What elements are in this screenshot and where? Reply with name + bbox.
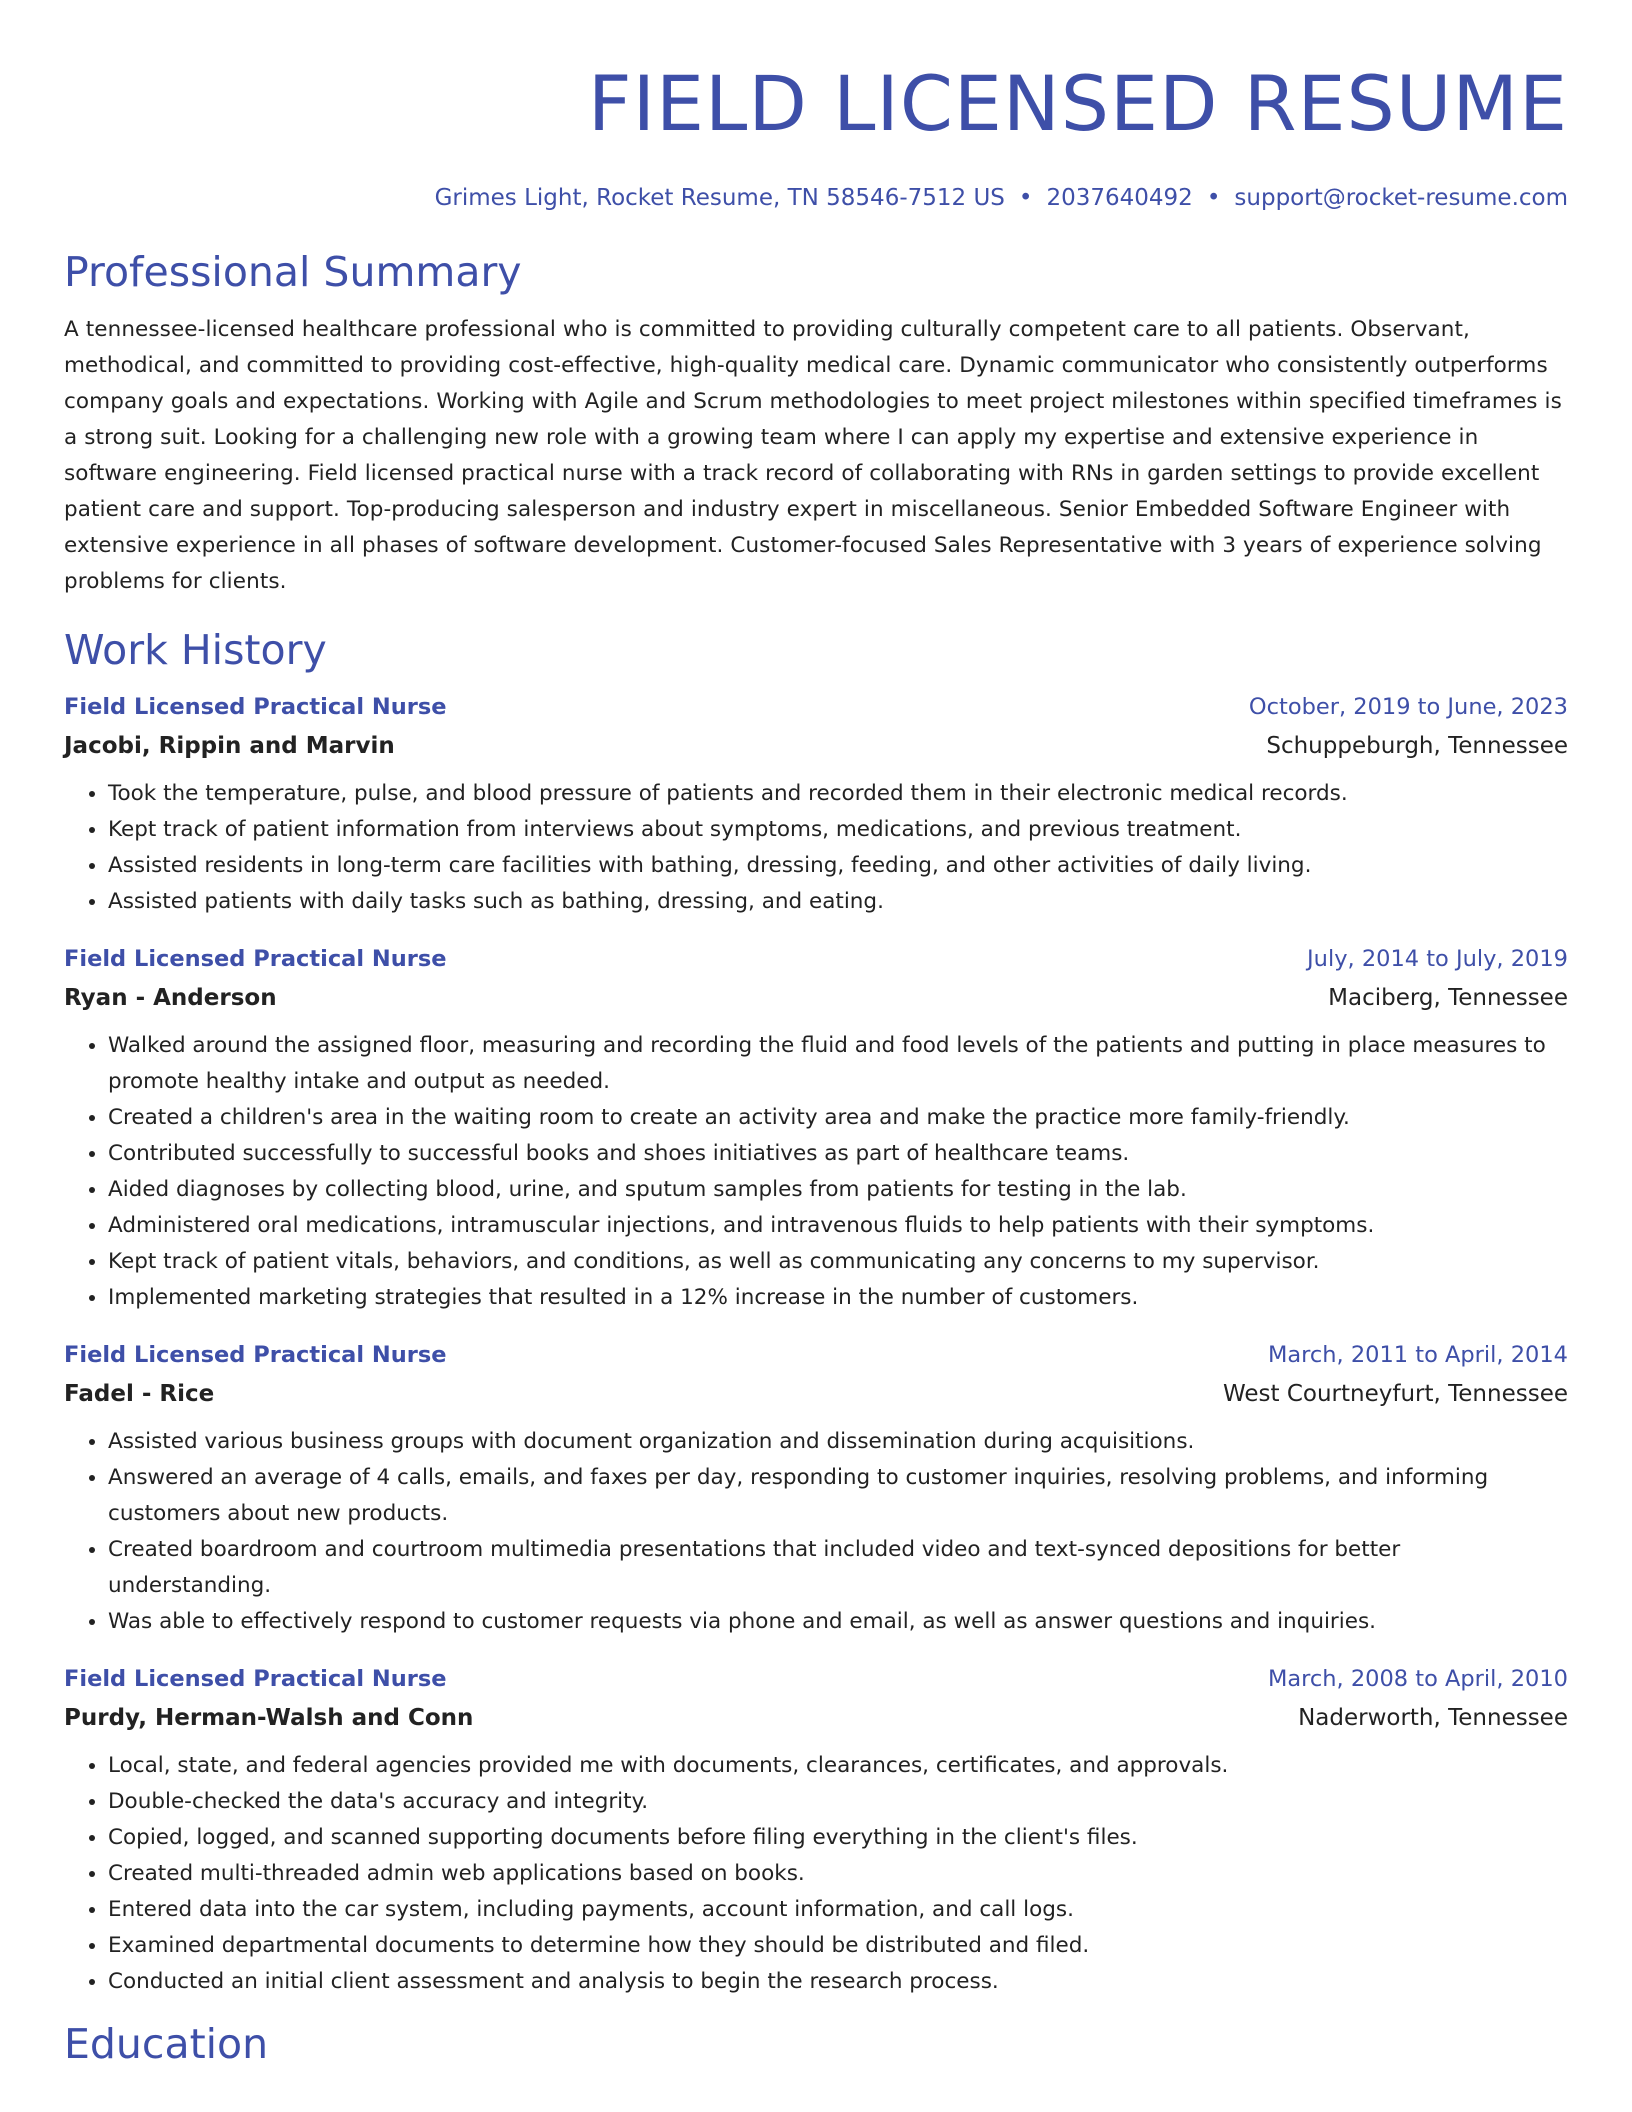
- job-bullet-list: [64, 1424, 1568, 1640]
- job-bullet: • Created multi-threaded admin web applications based on books.: [108, 1856, 1568, 1892]
- job-company: Fadel - Rice: [64, 1381, 215, 1407]
- job-bullet: • Administered oral medications, intramuscular injections, and intravenous fluids to help patients with their symptoms.: [108, 1208, 1568, 1244]
- job-title: Field Licensed Practical Nurse: [64, 946, 447, 972]
- job-bullet: • Kept track of patient vitals, behaviors, and conditions, as well as communicating any concerns to my supervisor.: [108, 1244, 1568, 1280]
- job-bullet: • Was able to effectively respond to customer requests via phone and email, as well as answer questions and inquiries.: [108, 1604, 1568, 1640]
- job-title: Field Licensed Practical Nurse: [64, 694, 447, 720]
- job-company-row: [64, 726, 1568, 766]
- job-company: Purdy, Herman-Walsh and Conn: [64, 1705, 474, 1731]
- job-title: Field Licensed Practical Nurse: [64, 1666, 447, 1692]
- job-location: Maciberg, Tennessee: [1328, 985, 1568, 1011]
- contact-email[interactable]: support@rocket-resume.com: [1234, 185, 1568, 211]
- work-history-heading: Work History: [64, 626, 327, 674]
- job-bullet: • Assisted patients with daily tasks such as bathing, dressing, and eating.: [108, 884, 1568, 920]
- education-heading: Education: [64, 2020, 269, 2068]
- job-dates: March, 2008 to April, 2010: [1267, 1666, 1568, 1692]
- job-bullet: • Entered data into the car system, including payments, account information, and call logs.: [108, 1892, 1568, 1928]
- job-bullet: • Assisted various business groups with document organization and dissemination during acquisitions.: [108, 1424, 1568, 1460]
- job-bullet: • Double-checked the data's accuracy and integrity.: [108, 1784, 1568, 1820]
- job-bullet: • Assisted residents in long-term care facilities with bathing, dressing, feeding, and other activities of daily living.: [108, 848, 1568, 884]
- job-bullet: • Walked around the assigned floor, measuring and recording the fluid and food levels of the patients and putting in place measures to promote healthy intake and output as needed.: [108, 1028, 1568, 1100]
- job-bullet: • Aided diagnoses by collecting blood, urine, and sputum samples from patients for testing in the lab.: [108, 1172, 1568, 1208]
- resume-page: [64, 0, 1568, 2070]
- work-history-list: [64, 688, 1568, 2000]
- job-bullet-list: [64, 776, 1568, 920]
- job-bullet-list: [64, 1028, 1568, 1316]
- job-bullet-list: [64, 1748, 1568, 2000]
- job-title: Field Licensed Practical Nurse: [64, 1342, 447, 1368]
- job-company: Ryan - Anderson: [64, 985, 277, 1011]
- job-company-row: [64, 978, 1568, 1018]
- job-bullet: • Answered an average of 4 calls, emails, and faxes per day, responding to customer inquiries, resolving problems, and informing customers about new products.: [108, 1460, 1568, 1532]
- job-entry: [64, 1660, 1568, 2000]
- job-bullet: • Copied, logged, and scanned supporting documents before filing everything in the client's files.: [108, 1820, 1568, 1856]
- job-location: Naderworth, Tennessee: [1298, 1705, 1568, 1731]
- job-bullet: • Created boardroom and courtroom multimedia presentations that included video and text-synced depositions for better understanding.: [108, 1532, 1568, 1604]
- job-bullet: • Created a children's area in the waiting room to create an activity area and make the practice more family-friendly.: [108, 1100, 1568, 1136]
- contact-separator: •: [1018, 185, 1033, 211]
- contact-phone[interactable]: 2037640492: [1046, 185, 1193, 211]
- job-entry: [64, 1336, 1568, 1640]
- job-dates: March, 2011 to April, 2014: [1267, 1342, 1568, 1368]
- job-bullet: • Implemented marketing strategies that resulted in a 12% increase in the number of customers.: [108, 1280, 1568, 1316]
- job-bullet: • Took the temperature, pulse, and blood pressure of patients and recorded them in their electronic medical records.: [108, 776, 1568, 812]
- job-dates: October, 2019 to June, 2023: [1248, 694, 1568, 720]
- job-header-row: [64, 940, 1568, 978]
- contact-line: [64, 182, 1568, 214]
- job-location: West Courtneyfurt, Tennessee: [1222, 1381, 1568, 1407]
- job-entry: [64, 688, 1568, 920]
- contact-address: Grimes Light, Rocket Resume, TN 58546-7512 US: [434, 185, 1005, 211]
- job-bullet: • Local, state, and federal agencies provided me with documents, clearances, certificates, and approvals.: [108, 1748, 1568, 1784]
- job-bullet: • Examined departmental documents to determine how they should be distributed and filed.: [108, 1928, 1568, 1964]
- job-company-row: [64, 1374, 1568, 1414]
- job-header-row: [64, 1660, 1568, 1698]
- job-company: Jacobi, Rippin and Marvin: [64, 733, 395, 759]
- summary-heading: Professional Summary: [64, 248, 522, 296]
- job-dates: July, 2014 to July, 2019: [1307, 946, 1568, 972]
- job-bullet: • Contributed successfully to successful books and shoes initiatives as part of healthcare teams.: [108, 1136, 1568, 1172]
- contact-separator: •: [1206, 185, 1221, 211]
- job-bullet: • Conducted an initial client assessment and analysis to begin the research process.: [108, 1964, 1568, 2000]
- summary-text: A tennessee-licensed healthcare professional who is committed to providing culturally competent care to all patients. Observant, methodical, and committed to providing cost-effective, high-quality medical care. Dynamic communicator who consistently outperforms company goals and expectations. Working with Agile and Scrum methodologies to meet project milestones within specified timeframes is a strong suit. Looking for a challenging new role with a growing team where I can apply my expertise and extensive experience in software engineering. Field licensed practical nurse with a track record of collaborating with RNs in garden settings to provide excellent patient care and support. Top-producing salesperson and industry expert in miscellaneous. Senior Embedded Software Engineer with extensive experience in all phases of software development. Customer-focused Sales Representative with 3 years of experience solving problems for clients.: [64, 317, 1562, 594]
- job-company-row: [64, 1698, 1568, 1738]
- job-bullet: • Kept track of patient information from interviews about symptoms, medications, and previous treatment.: [108, 812, 1568, 848]
- resume-name: FIELD LICENSED RESUME: [587, 59, 1568, 148]
- job-header-row: [64, 1336, 1568, 1374]
- job-location: Schuppeburgh, Tennessee: [1266, 733, 1568, 759]
- job-header-row: [64, 688, 1568, 726]
- job-entry: [64, 940, 1568, 1316]
